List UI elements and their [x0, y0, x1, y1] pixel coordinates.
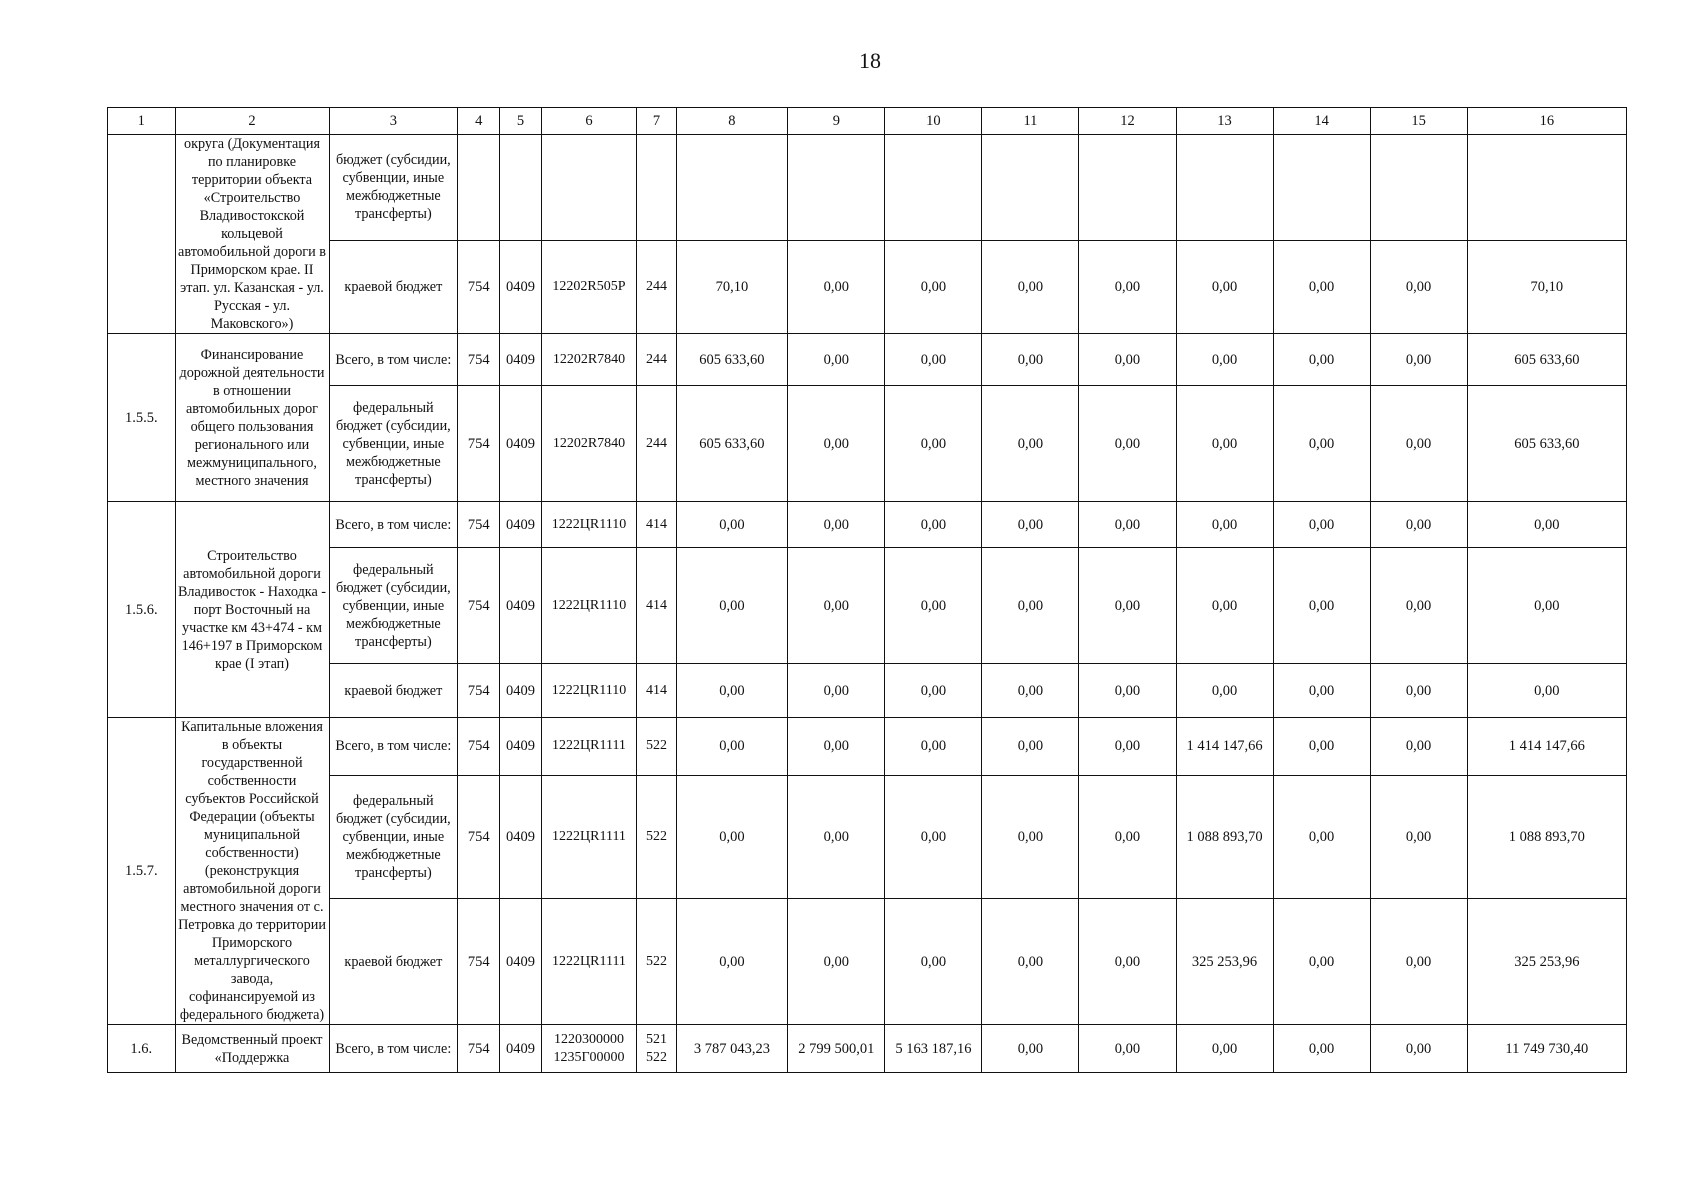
item-number: [108, 135, 176, 334]
value-cell: 0,00: [982, 548, 1079, 664]
code-cell: 754: [458, 775, 500, 899]
value-cell: 0,00: [1176, 502, 1273, 548]
code-cell: [500, 135, 541, 241]
value-cell: 0,00: [1176, 386, 1273, 502]
code-cell: 12202R7840: [541, 334, 637, 386]
value-cell: 0,00: [1176, 548, 1273, 664]
value-cell: 0,00: [788, 386, 885, 502]
code-cell: 521 522: [637, 1025, 676, 1073]
code-cell: 754: [458, 718, 500, 776]
value-cell: 0,00: [1176, 334, 1273, 386]
value-cell: 0,00: [676, 718, 788, 776]
code-cell: 244: [637, 334, 676, 386]
value-cell: 0,00: [788, 502, 885, 548]
code-cell: 754: [458, 334, 500, 386]
value-cell: 0,00: [676, 548, 788, 664]
code-cell: 754: [458, 1025, 500, 1073]
value-cell: 325 253,96: [1467, 899, 1626, 1025]
value-cell: 0,00: [788, 548, 885, 664]
code-cell: 754: [458, 664, 500, 718]
item-number: 1.5.6.: [108, 502, 176, 718]
code-cell: 12202R7840: [541, 386, 637, 502]
value-cell: [885, 135, 982, 241]
value-cell: [1273, 135, 1370, 241]
funding-source: краевой бюджет: [329, 240, 458, 333]
value-cell: 0,00: [885, 548, 982, 664]
code-cell: 1222ЦR1111: [541, 775, 637, 899]
value-cell: 0,00: [788, 334, 885, 386]
code-cell: 1222ЦR1110: [541, 548, 637, 664]
header-cell: 8: [676, 108, 788, 135]
value-cell: 0,00: [1467, 664, 1626, 718]
value-cell: 0,00: [1079, 1025, 1176, 1073]
code-cell: 522: [637, 718, 676, 776]
code-cell: 414: [637, 548, 676, 664]
value-cell: 0,00: [1370, 1025, 1467, 1073]
value-cell: 0,00: [1176, 1025, 1273, 1073]
code-cell: 0409: [500, 1025, 541, 1073]
table-row: [108, 334, 1627, 386]
value-cell: 0,00: [982, 334, 1079, 386]
value-cell: 0,00: [676, 899, 788, 1025]
value-cell: 0,00: [1176, 664, 1273, 718]
code-cell: [458, 135, 500, 241]
funding-source: федеральный бюджет (субсидии, субвенции, иные межбюджетные трансферты): [329, 386, 458, 502]
value-cell: 0,00: [788, 240, 885, 333]
value-cell: 0,00: [982, 240, 1079, 333]
code-cell: 0409: [500, 240, 541, 333]
value-cell: 0,00: [885, 775, 982, 899]
table-row: [108, 1025, 1627, 1073]
funding-source: федеральный бюджет (субсидии, субвенции, иные межбюджетные трансферты): [329, 548, 458, 664]
code-cell: 754: [458, 548, 500, 664]
header-cell: 12: [1079, 108, 1176, 135]
value-cell: [788, 135, 885, 241]
value-cell: 0,00: [982, 899, 1079, 1025]
value-cell: 0,00: [885, 718, 982, 776]
item-number: 1.5.5.: [108, 334, 176, 502]
value-cell: 0,00: [1370, 334, 1467, 386]
item-name: Ведомственный проект «Поддержка: [175, 1025, 329, 1073]
value-cell: 0,00: [1079, 718, 1176, 776]
page-number: 18: [859, 48, 881, 73]
code-cell: 754: [458, 502, 500, 548]
value-cell: 0,00: [1079, 548, 1176, 664]
value-cell: 0,00: [788, 718, 885, 776]
code-cell: [541, 135, 637, 241]
item-name: Финансирование дорожной деятельности в отношении автомобильных дорог общего пользования регионального или межмуниципального, местного значения: [175, 334, 329, 502]
value-cell: 1 414 147,66: [1467, 718, 1626, 776]
header-cell: 11: [982, 108, 1079, 135]
value-cell: 0,00: [982, 1025, 1079, 1073]
code-cell: 1222ЦR1111: [541, 718, 637, 776]
value-cell: 605 633,60: [1467, 334, 1626, 386]
value-cell: 0,00: [885, 240, 982, 333]
funding-source: Всего, в том числе:: [329, 1025, 458, 1073]
header-cell: 6: [541, 108, 637, 135]
code-cell: 522: [637, 899, 676, 1025]
value-cell: 11 749 730,40: [1467, 1025, 1626, 1073]
header-cell: 10: [885, 108, 982, 135]
funding-source: бюджет (субсидии, субвенции, иные межбюджетные трансферты): [329, 135, 458, 241]
table-row: [108, 775, 1627, 899]
header-cell: 13: [1176, 108, 1273, 135]
value-cell: [1176, 135, 1273, 241]
value-cell: 0,00: [1273, 775, 1370, 899]
funding-source: краевой бюджет: [329, 899, 458, 1025]
value-cell: 3 787 043,23: [676, 1025, 788, 1073]
value-cell: 0,00: [1079, 664, 1176, 718]
value-cell: 0,00: [676, 664, 788, 718]
code-cell: 0409: [500, 718, 541, 776]
value-cell: 0,00: [1273, 334, 1370, 386]
value-cell: 0,00: [676, 775, 788, 899]
code-cell: 12202R505P: [541, 240, 637, 333]
value-cell: 0,00: [982, 718, 1079, 776]
value-cell: [1467, 135, 1626, 241]
value-cell: 2 799 500,01: [788, 1025, 885, 1073]
value-cell: 5 163 187,16: [885, 1025, 982, 1073]
code-cell: 0409: [500, 548, 541, 664]
value-cell: 0,00: [1467, 502, 1626, 548]
value-cell: 0,00: [1273, 240, 1370, 333]
value-cell: 0,00: [1079, 386, 1176, 502]
value-cell: [982, 135, 1079, 241]
value-cell: 0,00: [982, 664, 1079, 718]
code-cell: 754: [458, 240, 500, 333]
code-cell: 414: [637, 502, 676, 548]
funding-source: Всего, в том числе:: [329, 718, 458, 776]
funding-source: Всего, в том числе:: [329, 502, 458, 548]
value-cell: 1 088 893,70: [1467, 775, 1626, 899]
header-cell: 2: [175, 108, 329, 135]
value-cell: 0,00: [788, 664, 885, 718]
value-cell: 0,00: [982, 775, 1079, 899]
item-name: Капитальные вложения в объекты государственной собственности субъектов Российской Федерации (объекты муниципальной собственности) (реконструкция автомобильной дороги местного значения от с. Петровка до территории Приморского металлургического завода, софинансируемой из федерального бюджета): [175, 718, 329, 1025]
code-cell: 0409: [500, 386, 541, 502]
code-cell: 0409: [500, 502, 541, 548]
value-cell: 0,00: [982, 386, 1079, 502]
code-cell: 522: [637, 775, 676, 899]
value-cell: 325 253,96: [1176, 899, 1273, 1025]
table-row: [108, 386, 1627, 502]
value-cell: 0,00: [788, 775, 885, 899]
code-cell: 244: [637, 386, 676, 502]
code-cell: 244: [637, 240, 676, 333]
header-cell: 3: [329, 108, 458, 135]
header-cell: 15: [1370, 108, 1467, 135]
code-cell: 1220300000 1235Г00000: [541, 1025, 637, 1073]
value-cell: 0,00: [885, 502, 982, 548]
value-cell: 0,00: [1079, 334, 1176, 386]
value-cell: 0,00: [885, 899, 982, 1025]
value-cell: 0,00: [1370, 502, 1467, 548]
value-cell: [1370, 135, 1467, 241]
value-cell: 0,00: [885, 664, 982, 718]
header-cell: 9: [788, 108, 885, 135]
value-cell: 1 414 147,66: [1176, 718, 1273, 776]
value-cell: 0,00: [676, 502, 788, 548]
value-cell: 0,00: [1273, 1025, 1370, 1073]
code-cell: 1222ЦR1110: [541, 664, 637, 718]
value-cell: 0,00: [1467, 548, 1626, 664]
value-cell: 0,00: [1176, 240, 1273, 333]
value-cell: 0,00: [1079, 775, 1176, 899]
value-cell: 0,00: [1370, 718, 1467, 776]
code-cell: 1222ЦR1111: [541, 899, 637, 1025]
value-cell: 0,00: [1370, 775, 1467, 899]
code-cell: 414: [637, 664, 676, 718]
budget-table: [107, 107, 1627, 1073]
value-cell: 0,00: [788, 899, 885, 1025]
value-cell: 0,00: [1370, 240, 1467, 333]
code-cell: 0409: [500, 664, 541, 718]
item-number: 1.6.: [108, 1025, 176, 1073]
table-row: [108, 502, 1627, 548]
header-cell: 1: [108, 108, 176, 135]
value-cell: [1079, 135, 1176, 241]
value-cell: 0,00: [885, 334, 982, 386]
value-cell: 70,10: [676, 240, 788, 333]
value-cell: 605 633,60: [676, 334, 788, 386]
funding-source: Всего, в том числе:: [329, 334, 458, 386]
table-row: [108, 548, 1627, 664]
code-cell: 0409: [500, 334, 541, 386]
table-row: [108, 240, 1627, 333]
value-cell: 0,00: [1273, 502, 1370, 548]
header-cell: 5: [500, 108, 541, 135]
item-name: Строительство автомобильной дороги Владивосток - Находка - порт Восточный на участке км 43+474 - км 146+197 в Приморском крае (I этап): [175, 502, 329, 718]
value-cell: [676, 135, 788, 241]
code-cell: 754: [458, 386, 500, 502]
item-number: 1.5.7.: [108, 718, 176, 1025]
value-cell: 0,00: [982, 502, 1079, 548]
code-cell: [637, 135, 676, 241]
value-cell: 0,00: [1273, 548, 1370, 664]
value-cell: 0,00: [1370, 664, 1467, 718]
value-cell: 1 088 893,70: [1176, 775, 1273, 899]
table-row: [108, 135, 1627, 241]
value-cell: 0,00: [1079, 899, 1176, 1025]
code-cell: 754: [458, 899, 500, 1025]
header-cell: 14: [1273, 108, 1370, 135]
value-cell: 0,00: [1079, 240, 1176, 333]
table-row: [108, 664, 1627, 718]
value-cell: 0,00: [1079, 502, 1176, 548]
item-name: округа (Документация по планировке территории объекта «Строительство Владивостокской кольцевой автомобильной дороги в Приморском крае. II этап. ул. Казанская - ул. Русская - ул. Маковского»): [175, 135, 329, 334]
table-row: [108, 899, 1627, 1025]
value-cell: 0,00: [1273, 899, 1370, 1025]
value-cell: 0,00: [1370, 899, 1467, 1025]
header-cell: 16: [1467, 108, 1626, 135]
value-cell: 605 633,60: [1467, 386, 1626, 502]
code-cell: 1222ЦR1110: [541, 502, 637, 548]
code-cell: 0409: [500, 899, 541, 1025]
value-cell: 0,00: [885, 386, 982, 502]
value-cell: 0,00: [1370, 386, 1467, 502]
funding-source: краевой бюджет: [329, 664, 458, 718]
header-cell: 4: [458, 108, 500, 135]
value-cell: 605 633,60: [676, 386, 788, 502]
header-row: [108, 108, 1627, 135]
value-cell: 0,00: [1273, 386, 1370, 502]
value-cell: 0,00: [1273, 664, 1370, 718]
table-row: [108, 718, 1627, 776]
value-cell: 0,00: [1370, 548, 1467, 664]
header-cell: 7: [637, 108, 676, 135]
funding-source: федеральный бюджет (субсидии, субвенции, иные межбюджетные трансферты): [329, 775, 458, 899]
value-cell: 0,00: [1273, 718, 1370, 776]
code-cell: 0409: [500, 775, 541, 899]
value-cell: 70,10: [1467, 240, 1626, 333]
